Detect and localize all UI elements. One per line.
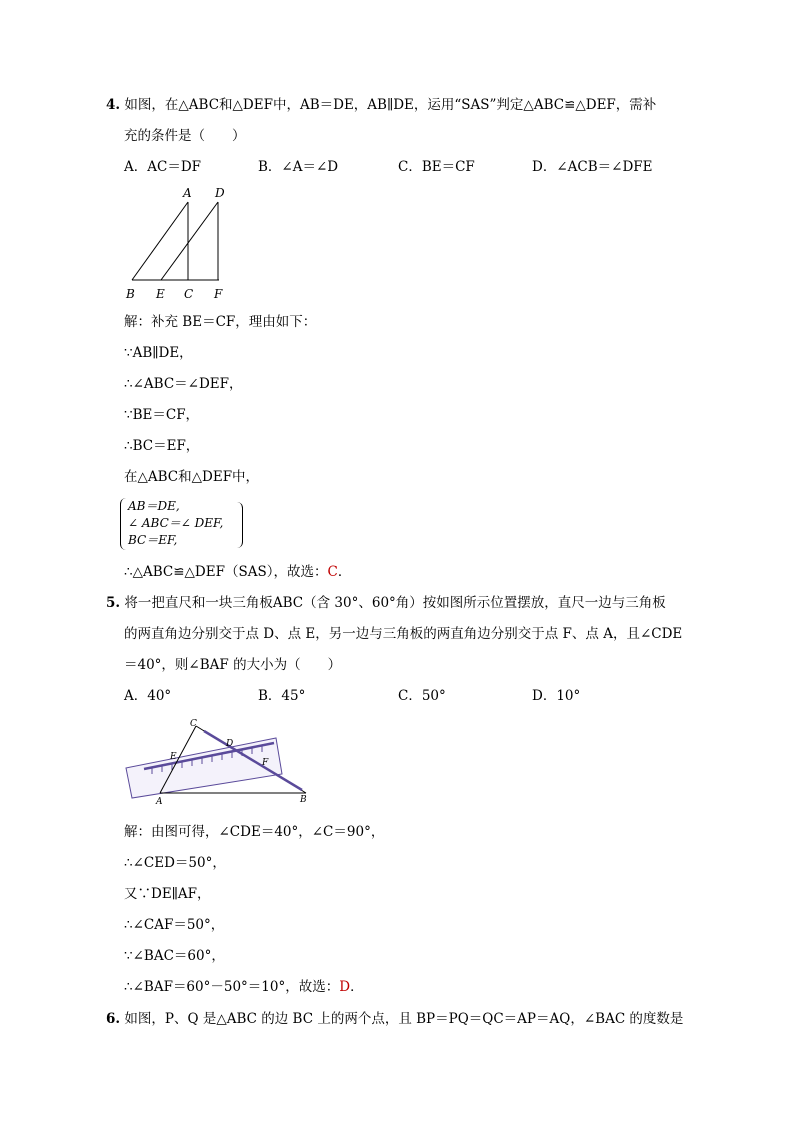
brace-line-3: BC＝EF, <box>128 533 178 547</box>
q5-solution-4: ∴∠CAF＝50°， <box>124 917 225 933</box>
q4-solution-2: ∵AB∥DE， <box>124 345 193 361</box>
label-b: B <box>300 795 307 805</box>
q4-conclusion-end: ． <box>337 564 352 580</box>
brace-line-2: ∠ ABC＝∠ DEF, <box>128 516 224 530</box>
label-f: F <box>214 287 223 301</box>
line-ab <box>132 202 188 280</box>
q5-stem-line1 <box>106 594 666 612</box>
q5-conclusion <box>124 978 364 996</box>
q4-solution-4: ∵BE＝CF， <box>124 407 200 423</box>
q5-option-a: A．40° <box>124 688 172 704</box>
label-a: A <box>183 186 192 200</box>
q5-solution-5: ∵∠BAC＝60°， <box>124 948 225 964</box>
label-e: E <box>156 287 165 301</box>
q4-stem-line1 <box>106 96 656 114</box>
right-paren <box>236 502 243 548</box>
q6-number: 6. <box>106 1011 121 1027</box>
label-d: D <box>226 739 234 749</box>
line-de <box>161 202 218 280</box>
label-c: C <box>184 287 194 301</box>
label-c: C <box>190 719 197 729</box>
q4-figure <box>118 182 248 304</box>
label-f: F <box>262 758 269 768</box>
q4-answer: C <box>327 564 338 580</box>
q5-number: 5. <box>106 595 121 611</box>
label-d: D <box>215 186 225 200</box>
q4-conclusion <box>124 563 351 581</box>
q4-solution-5: ∴BC＝EF， <box>124 438 200 454</box>
q4-option-b: B．∠A＝∠D <box>258 159 339 175</box>
q5-stem-text: 将一把直尺和一块三角板ABC（含 30°、60°角）按如图所示位置摆放，直尺一边与三角板 <box>124 595 666 611</box>
q5-conclusion-end: ． <box>350 979 364 995</box>
q4-option-c: C．BE＝CF <box>398 159 475 175</box>
q4-solution-3: ∴∠ABC＝∠DEF， <box>124 376 243 392</box>
label-a: A <box>156 797 163 807</box>
q6-stem-text: 如图，P、Q 是△ABC 的边 BC 上的两个点，且 BP＝PQ＝QC＝AP＝AQ，∠BAC 的度数是 <box>124 1011 684 1027</box>
q4-stem-line2: 充的条件是（ ） <box>124 128 246 144</box>
q5-figure <box>122 716 318 808</box>
q5-stem-line3: ＝40°，则∠BAF 的大小为（ ） <box>124 657 342 673</box>
q5-solution-3: 又∵DE∥AF， <box>124 886 211 902</box>
q5-option-b: B．45° <box>258 688 306 704</box>
label-e: E <box>170 752 177 762</box>
brace-line-1: AB＝DE, <box>128 499 180 513</box>
q4-conclusion-text: ∴△ABC≌△DEF（SAS），故选： <box>124 564 328 580</box>
q4-brace-system <box>120 498 250 550</box>
q5-option-d: D．10° <box>532 688 581 704</box>
q4-number: 4. <box>106 97 121 113</box>
q5-conclusion-text: ∴∠BAF＝60°－50°＝10°，故选： <box>124 979 340 995</box>
q4-solution-6: 在△ABC和△DEF中， <box>124 469 260 485</box>
q5-stem-line2: 的两直角边分别交于点 D、点 E，另一边与三角板的两直角边分别交于点 F、点 A，且∠CDE <box>124 626 683 642</box>
q4-option-a: A．AC＝DF <box>124 159 202 175</box>
q5-solution-2: ∴∠CED＝50°， <box>124 855 226 871</box>
q5-solution-1: 解：由图可得，∠CDE＝40°，∠C＝90°， <box>124 824 385 840</box>
q6-stem-line1 <box>106 1010 683 1028</box>
label-b: B <box>126 287 135 301</box>
q5-answer: D <box>339 979 351 995</box>
q4-solution-1: 解：补充 BE＝CF，理由如下： <box>124 314 317 330</box>
q5-option-c: C．50° <box>398 688 446 704</box>
q4-stem-text: 如图，在△ABC和△DEF中，AB＝DE，AB∥DE，运用“SAS”判定△ABC≌△DEF，需补 <box>124 97 657 113</box>
q4-option-d: D．∠ACB＝∠DFE <box>532 159 653 175</box>
